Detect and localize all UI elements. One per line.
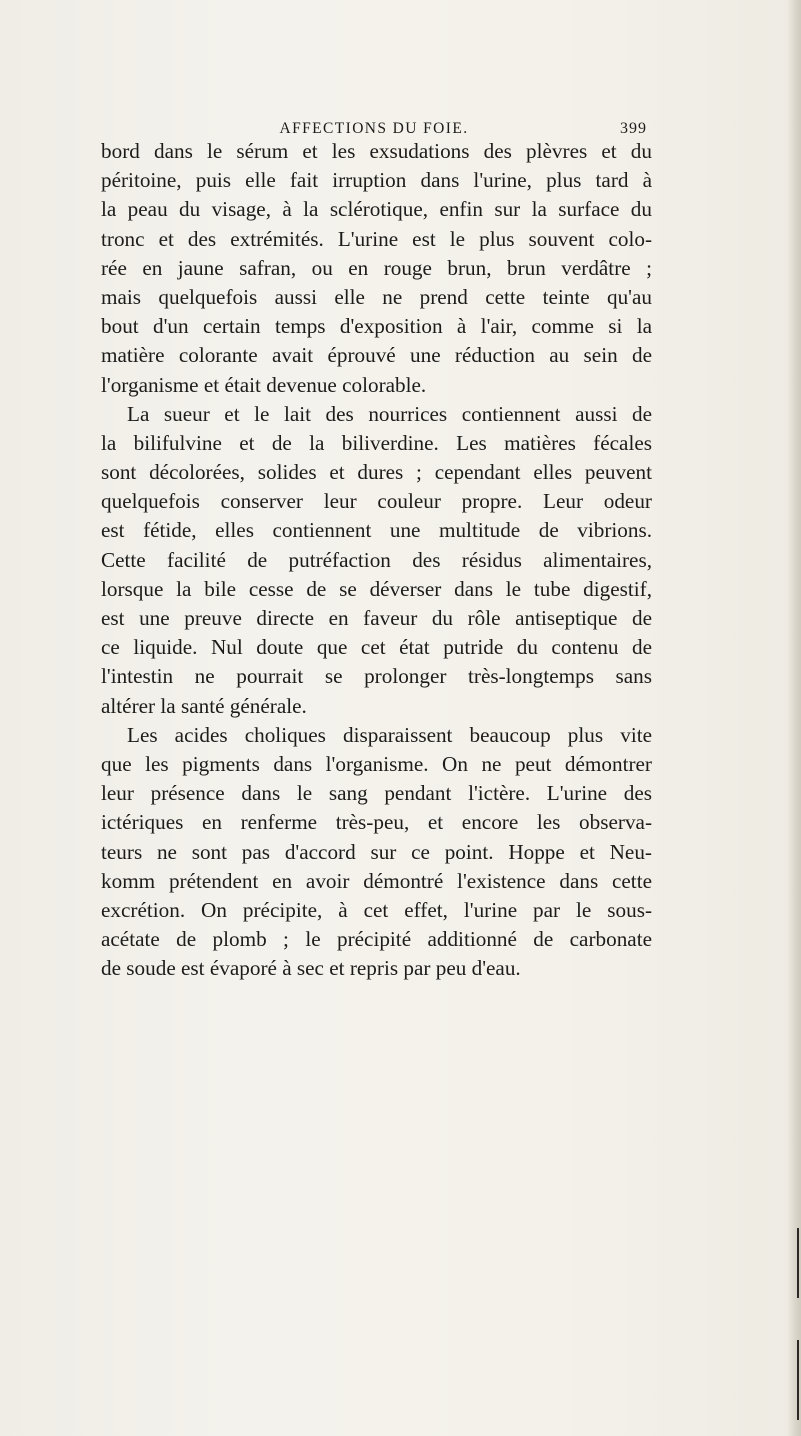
text-line: ictériques en renferme très-peu, et encore les observa-	[101, 810, 652, 835]
text-line: de soude est évaporé à sec et repris par peu d'eau.	[101, 956, 521, 981]
text-line: matière colorante avait éprouvé une réduction au sein de	[101, 343, 652, 368]
text-line: acétate de plomb ; le précipité additionné de carbonate	[101, 927, 652, 952]
page-edge-shadow	[787, 0, 801, 1436]
text-line: est fétide, elles contiennent une multitude de vibrions.	[101, 518, 652, 543]
text-line: l'intestin ne pourrait se prolonger très-longtemps sans	[101, 664, 652, 689]
text-line: altérer la santé générale.	[101, 693, 307, 718]
text-line: l'organisme et était devenue colorable.	[101, 372, 427, 397]
text-line: la peau du visage, à la sclérotique, enfin sur la surface du	[101, 197, 652, 222]
text-line: teurs ne sont pas d'accord sur ce point. Hoppe et Neu-	[101, 839, 652, 864]
running-head-title: AFFECTIONS DU FOIE.	[279, 120, 469, 137]
binding-mark	[797, 1340, 799, 1420]
text-line: excrétion. On précipite, à cet effet, l'urine par le sous-	[101, 897, 652, 922]
text-line: komm prétendent en avoir démontré l'existence dans cette	[101, 868, 652, 893]
text-line: ce liquide. Nul doute que cet état putride du contenu de	[101, 635, 652, 660]
text-line: sont décolorées, solides et dures ; cependant elles peuvent	[101, 460, 652, 485]
text-line: Les acides choliques disparaissent beaucoup plus vite	[127, 722, 652, 747]
body-text	[101, 137, 652, 983]
text-line: tronc et des extrémités. L'urine est le plus souvent colo-	[101, 226, 652, 251]
text-line: quelquefois conserver leur couleur propre. Leur odeur	[101, 489, 652, 514]
text-line: lorsque la bile cesse de se déverser dans le tube digestif,	[101, 576, 652, 601]
text-line: rée en jaune safran, ou en rouge brun, brun verdâtre ;	[101, 255, 652, 280]
text-line: mais quelquefois aussi elle ne prend cette teinte qu'au	[101, 284, 652, 309]
text-line: bout d'un certain temps d'exposition à l'air, comme si la	[101, 314, 652, 339]
binding-mark	[797, 1228, 799, 1298]
text-line: la bilifulvine et de la biliverdine. Les matières fécales	[101, 430, 652, 455]
paragraph	[101, 721, 652, 984]
text-line: leur présence dans le sang pendant l'ictère. L'urine des	[101, 781, 652, 806]
page-number: 399	[620, 120, 647, 137]
text-line: péritoine, puis elle fait irruption dans l'urine, plus tard à	[101, 168, 652, 193]
paragraph	[101, 137, 652, 400]
text-line: que les pigments dans l'organisme. On ne peut démontrer	[101, 751, 652, 776]
paragraph	[101, 400, 652, 721]
text-line: est une preuve directe en faveur du rôle antiseptique de	[101, 606, 652, 630]
text-line: bord dans le sérum et les exsudations des plèvres et du	[101, 139, 652, 163]
text-line: La sueur et le lait des nourrices contiennent aussi de	[127, 401, 652, 426]
text-line: Cette facilité de putréfaction des résidus alimentaires,	[101, 547, 652, 572]
